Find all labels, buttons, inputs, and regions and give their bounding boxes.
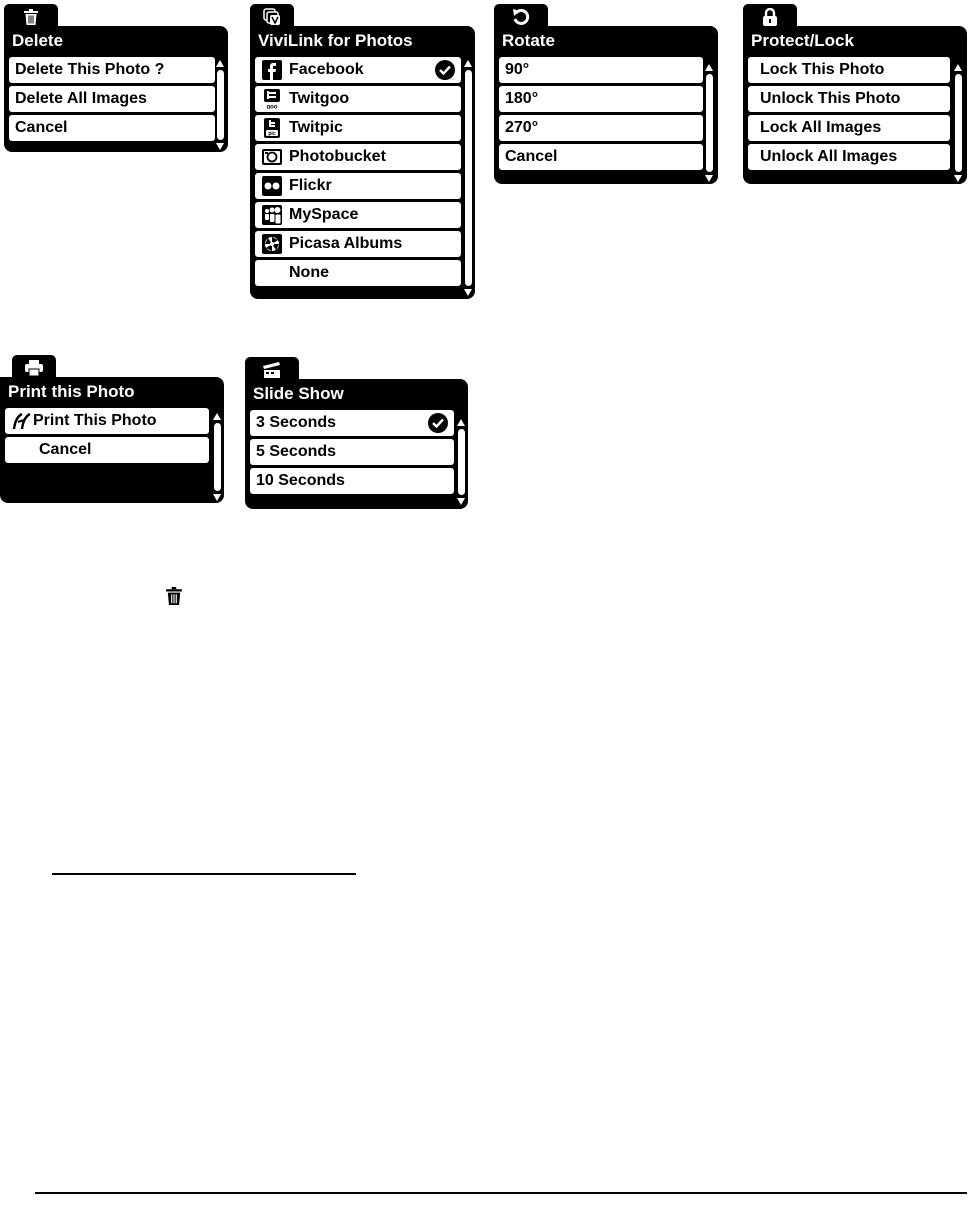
- slide-show-menu: [245, 357, 468, 509]
- printer-icon: [25, 360, 43, 376]
- item-label: Photobucket: [289, 148, 386, 165]
- scrollbar[interactable]: [464, 60, 473, 296]
- item-label: Lock All Images: [760, 119, 882, 136]
- vivilink-icon: [263, 8, 281, 26]
- scrollbar[interactable]: [705, 64, 714, 182]
- item-label: Delete This Photo ?: [15, 61, 165, 78]
- menu-title: Slide Show: [253, 384, 344, 403]
- print-menu-body: [0, 377, 224, 503]
- item-label: Picasa Albums: [289, 235, 403, 252]
- print-menu: [0, 355, 224, 503]
- twitpic-item[interactable]: [255, 115, 461, 141]
- item-label: 90°: [505, 61, 530, 78]
- cancel-item[interactable]: [499, 144, 703, 170]
- menu-title: Print this Photo: [8, 382, 135, 401]
- item-label: 3 Seconds: [256, 414, 337, 431]
- picasa-albums-item[interactable]: [255, 231, 461, 257]
- myspace-icon: [261, 204, 283, 226]
- checkmark-icon: [435, 60, 455, 80]
- item-label: None: [289, 264, 329, 281]
- delete-menu: [4, 4, 228, 152]
- cancel-item[interactable]: [9, 115, 215, 141]
- lock-icon: [762, 8, 778, 26]
- rotate-menu-body: [494, 26, 718, 184]
- 5-seconds-item[interactable]: [250, 439, 454, 465]
- scrollbar[interactable]: [954, 64, 963, 182]
- item-label: Delete All Images: [15, 90, 147, 107]
- lock-this-photo-item[interactable]: [748, 57, 950, 83]
- facebook-icon: [261, 59, 283, 81]
- section-divider: [52, 873, 356, 875]
- scrollbar[interactable]: [457, 419, 466, 505]
- flickr-icon: [261, 175, 283, 197]
- item-label: Print This Photo: [33, 412, 157, 429]
- flickr-item[interactable]: [255, 173, 461, 199]
- scrollbar[interactable]: [216, 60, 225, 150]
- item-label: 5 Seconds: [256, 443, 337, 460]
- item-label: Lock This Photo: [760, 61, 885, 78]
- twitgoo-icon: [261, 88, 283, 110]
- item-label: 180°: [505, 90, 539, 107]
- menu-title: ViviLink for Photos: [258, 31, 413, 50]
- protect-lock-menu-body: [743, 26, 967, 184]
- svg-text:pic: pic: [268, 131, 276, 137]
- facebook-item[interactable]: [255, 57, 461, 83]
- item-label: Twitgoo: [289, 90, 350, 107]
- item-label: Twitpic: [289, 119, 343, 136]
- rotate-icon: [512, 8, 530, 26]
- item-label: MySpace: [289, 206, 359, 223]
- photobucket-item[interactable]: [255, 144, 461, 170]
- cancel-item[interactable]: [5, 437, 209, 463]
- menu-title: Rotate: [502, 31, 555, 50]
- pictbridge-icon: [11, 410, 33, 432]
- photobucket-icon: [261, 146, 283, 168]
- scrollbar[interactable]: [213, 413, 222, 501]
- trash-icon: [166, 587, 182, 605]
- item-label: Cancel: [15, 119, 68, 136]
- item-label: Facebook: [289, 61, 364, 78]
- 3-seconds-item[interactable]: [250, 410, 454, 436]
- lock-all-images-item[interactable]: [748, 115, 950, 141]
- vivilink-menu-body: [250, 26, 475, 299]
- svg-text:goo: goo: [266, 104, 278, 109]
- slide-show-menu-body: [245, 379, 468, 509]
- protect-lock-menu: [743, 4, 967, 184]
- rotate-270-item[interactable]: [499, 115, 703, 141]
- myspace-item[interactable]: [255, 202, 461, 228]
- slideshow-icon: [263, 362, 281, 378]
- unlock-all-images-item[interactable]: [748, 144, 950, 170]
- delete-all-images-item[interactable]: [9, 86, 215, 112]
- none-item[interactable]: [255, 260, 461, 286]
- twitgoo-item[interactable]: [255, 86, 461, 112]
- item-label: 270°: [505, 119, 539, 136]
- footer-divider: [35, 1192, 967, 1194]
- rotate-menu: [494, 4, 718, 184]
- item-label: Cancel: [505, 148, 558, 165]
- twitpic-icon: [261, 117, 283, 139]
- 10-seconds-item[interactable]: [250, 468, 454, 494]
- item-label: 10 Seconds: [256, 472, 345, 489]
- menu-title: Protect/Lock: [751, 31, 854, 50]
- rotate-180-item[interactable]: [499, 86, 703, 112]
- rotate-90-item[interactable]: [499, 57, 703, 83]
- vivilink-menu: [250, 4, 475, 299]
- menu-title: Delete: [12, 31, 64, 50]
- item-label: Cancel: [39, 441, 92, 458]
- item-label: Unlock All Images: [760, 148, 898, 165]
- picasa-icon: [261, 233, 283, 255]
- print-this-photo-item[interactable]: [5, 408, 209, 434]
- unlock-this-photo-item[interactable]: [748, 86, 950, 112]
- trash-icon: [24, 9, 38, 25]
- checkmark-icon: [428, 413, 448, 433]
- item-label: Flickr: [289, 177, 332, 194]
- delete-this-photo-item[interactable]: [9, 57, 215, 83]
- item-label: Unlock This Photo: [760, 90, 901, 107]
- delete-menu-body: [4, 26, 228, 152]
